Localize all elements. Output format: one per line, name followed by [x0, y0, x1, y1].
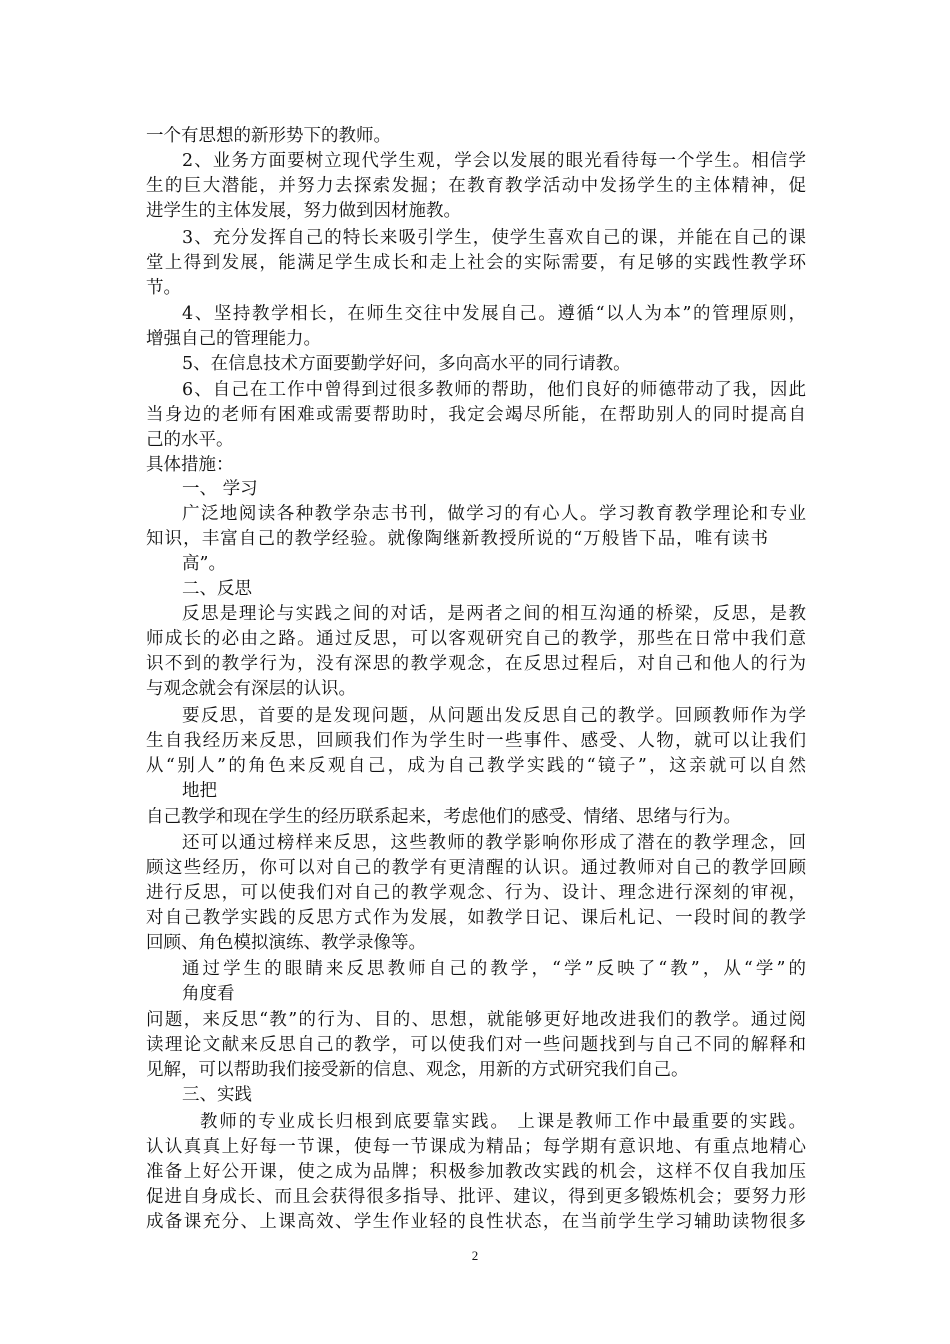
text-line: 通过学生的眼睛来反思教师自己的教学，“学”反映了“教”，从“学”的: [182, 959, 806, 979]
text-line: 还可以通过榜样来反思，这些教师的教学影响你形成了潜在的教学理念，回: [182, 833, 806, 853]
section-heading: 一、 学习: [182, 479, 258, 499]
text-line: 当身边的老师有困难或需要帮助时，我定会竭尽所能，在帮助别人的同时提高自: [146, 405, 806, 425]
text-line: 对自己教学实践的反思方式作为发展，如教学日记、课后札记、一段时间的教学: [146, 908, 806, 928]
text-line: 进学生的主体发展，努力做到因材施教。: [146, 201, 461, 221]
text-line: 己的水平。: [146, 430, 234, 450]
text-line: 准备上好公开课，使之成为品牌；积极参加教改实践的机会，这样不仅自我加压: [146, 1162, 806, 1182]
text-line: 生的巨大潜能，并努力去探索发掘；在教育教学活动中发扬学生的主体精神，促: [146, 176, 806, 196]
text-line: 见解，可以帮助我们接受新的信息、观念，用新的方式研究我们自己。: [146, 1060, 689, 1080]
text-line: 教师的专业成长归根到底要靠实践。 上课是教师工作中最重要的实践。: [200, 1112, 806, 1132]
page-number: 2: [471, 1248, 479, 1263]
text-line: 回顾、角色模拟演练、教学录像等。: [146, 933, 426, 953]
text-line: 堂上得到发展，能满足学生成长和走上社会的实际需要，有足够的实践性教学环: [146, 253, 806, 273]
text-line: 认认真真上好每一节课，使每一节课成为精品；每学期有意识地、有重点地精心: [146, 1137, 806, 1157]
text-line: 节。: [146, 278, 181, 298]
text-line: 一个有思想的新形势下的教师。: [146, 126, 391, 146]
text-line: 6、自己在工作中曾得到过很多教师的帮助，他们良好的师德带动了我，因此: [182, 380, 806, 400]
text-line: 4、坚持教学相长，在师生交往中发展自己。遵循“以人为本”的管理原则，: [182, 304, 806, 324]
text-line: 问题，来反思“教”的行为、目的、思想，就能够更好地改进我们的教学。通过阅: [146, 1010, 806, 1030]
text-line: 成备课充分、上课高效、学生作业轻的良性状态，在当前学生学习辅助读物很多: [146, 1212, 806, 1232]
section-heading: 三、实践: [182, 1085, 252, 1105]
text-line: 3、充分发挥自己的特长来吸引学生，使学生喜欢自己的课，并能在自己的课: [182, 228, 806, 248]
text-line: 增强自己的管理能力。: [146, 329, 321, 349]
text-line: 自己教学和现在学生的经历联系起来，考虑他们的感受、情绪、思绪与行为。: [146, 807, 741, 827]
text-line: 反思是理论与实践之间的对话，是两者之间的相互沟通的桥梁，反思，是教: [182, 604, 806, 624]
text-line: 促进自身成长、而且会获得很多指导、批评、建议，得到更多锻炼机会；要努力形: [146, 1187, 806, 1207]
text-line: 角度看: [182, 984, 235, 1004]
text-line: 识不到的教学行为，没有深思的教学观念，在反思过程后，对自己和他人的行为: [146, 654, 806, 674]
text-line: 从“别人”的角色来反观自己，成为自己教学实践的“镜子”，这亲就可以自然: [146, 756, 806, 776]
section-heading: 二、反思: [182, 579, 252, 599]
text-line: 顾这些经历，你可以对自己的教学有更清醒的认识。通过教师对自己的教学回顾: [146, 858, 806, 878]
text-line: 广泛地阅读各种教学杂志书刊，做学习的有心人。学习教育教学理论和专业: [182, 504, 806, 524]
text-line: 师成长的必由之路。通过反思，可以客观研究自己的教学，那些在日常中我们意: [146, 629, 806, 649]
text-line: 读理论文献来反思自己的教学，可以使我们对一些问题找到与自己不同的解释和: [146, 1035, 806, 1055]
text-line: 地把: [182, 781, 217, 801]
section-heading: 具体措施：: [146, 455, 234, 475]
text-line: 2、业务方面要树立现代学生观，学会以发展的眼光看待每一个学生。相信学: [182, 151, 806, 171]
text-line: 高”。: [182, 554, 226, 574]
text-line: 生自我经历来反思，回顾我们作为学生时一些事件、感受、人物，就可以让我们: [146, 731, 806, 751]
text-line: 进行反思，可以使我们对自己的教学观念、行为、设计、理念进行深刻的审视，: [146, 883, 806, 903]
text-line: 与观念就会有深层的认识。: [146, 679, 356, 699]
text-line: 5、在信息技术方面要勤学好问，多向高水平的同行请教。: [182, 354, 631, 374]
text-line: 要反思，首要的是发现问题，从问题出发反思自己的教学。回顾教师作为学: [182, 706, 806, 726]
text-line: 知识，丰富自己的教学经验。就像陶继新教授所说的“万般皆下品，唯有读书: [146, 529, 768, 549]
